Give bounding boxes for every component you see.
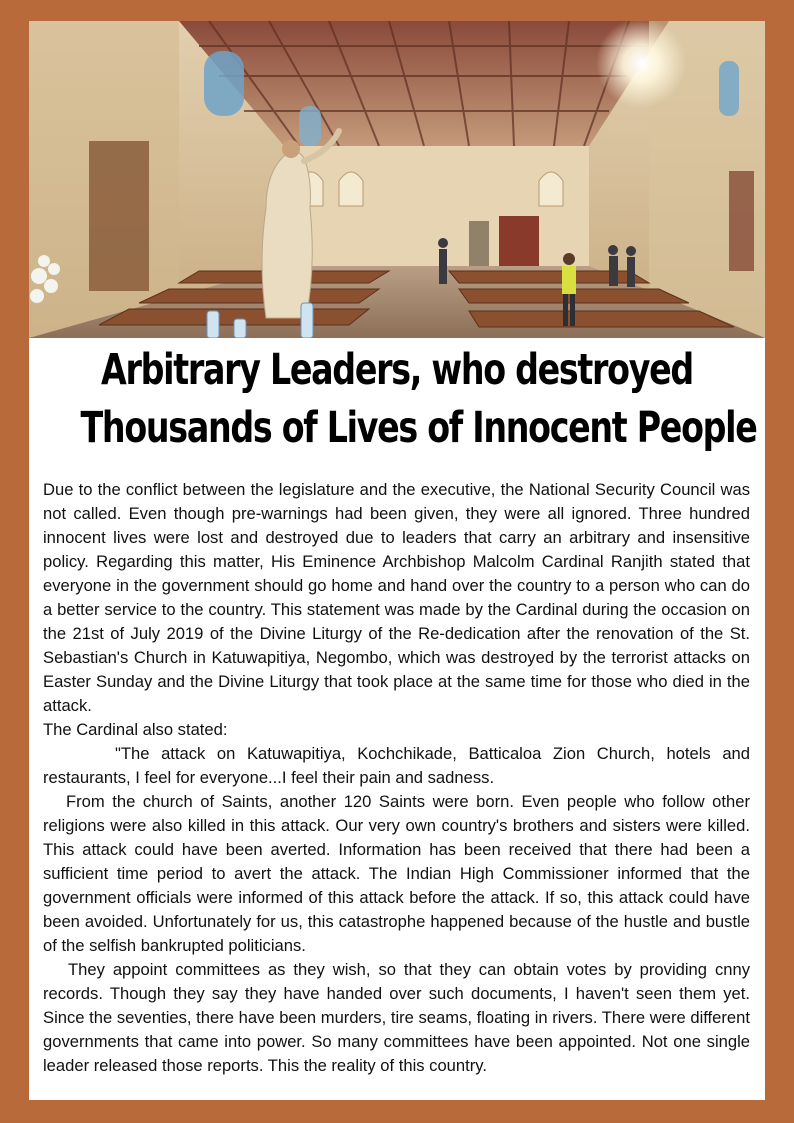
document-page xyxy=(29,21,765,1100)
article-headline xyxy=(80,341,757,457)
paragraph-1: Due to the conflict between the legislature and the executive, the National Security Council was not called. Even though pre-warnings had been given, they were all ignored. Three hundred innocent lives were lost and destroyed due to leaders that carry an arbitrary and insensitive policy. Regarding this matter, His Eminence Archbishop Malcolm Cardinal Ranjith stated that everyone in the government should go home and hand over the country to a person who can do a better service to the country. This statement was made by the Cardinal during the occasion on the 21st of July 2019 of the Divine Liturgy of the Re-dedication after the renovation of the St. Sebastian's Church in Katuwapitiya, Negombo, which was destroyed by the terrorist attacks on Easter Sunday and the Divine Liturgy that took place at the same time for those who died in the attack. xyxy=(43,480,750,715)
headline-line-1: Arbitrary Leaders, who destroyed xyxy=(101,345,693,395)
paragraph-2: The Cardinal also stated: xyxy=(43,720,228,739)
headline-line-2: Thousands of Lives of Innocent People xyxy=(80,403,757,453)
paragraph-4: From the church of Saints, another 120 Saints were born. Even people who follow other religions were also killed in this attack. Our very own country's brothers and sisters were killed. This attack could have been averted. Information has been received that there had been a sufficient time period to avert the attack. The Indian High Commissioner informed that the government officials were informed of this attack before the attack. If so, this attack could have been avoided. Unfortunately for us, this catastrophe happened because of the hustle and bustle of the selfish bankrupted politicians. xyxy=(43,792,750,955)
church-interior-photo xyxy=(29,21,765,338)
article-body xyxy=(43,478,750,1078)
paragraph-5: They appoint committees as they wish, so that they can obtain votes by providing cnny records. Though they say they have handed over such documents, I haven't seen them yet. Since the seventies, there have been murders, tire seams, floating in rivers. There were different governments that came into power. So many committees have been appointed. Not one single leader released those reports. This the reality of this country. xyxy=(43,960,750,1075)
paragraph-3-quote: "The attack on Katuwapitiya, Kochchikade, Batticaloa Zion Church, hotels and restaurants, I feel for everyone...I feel their pain and sadness. xyxy=(43,744,750,787)
